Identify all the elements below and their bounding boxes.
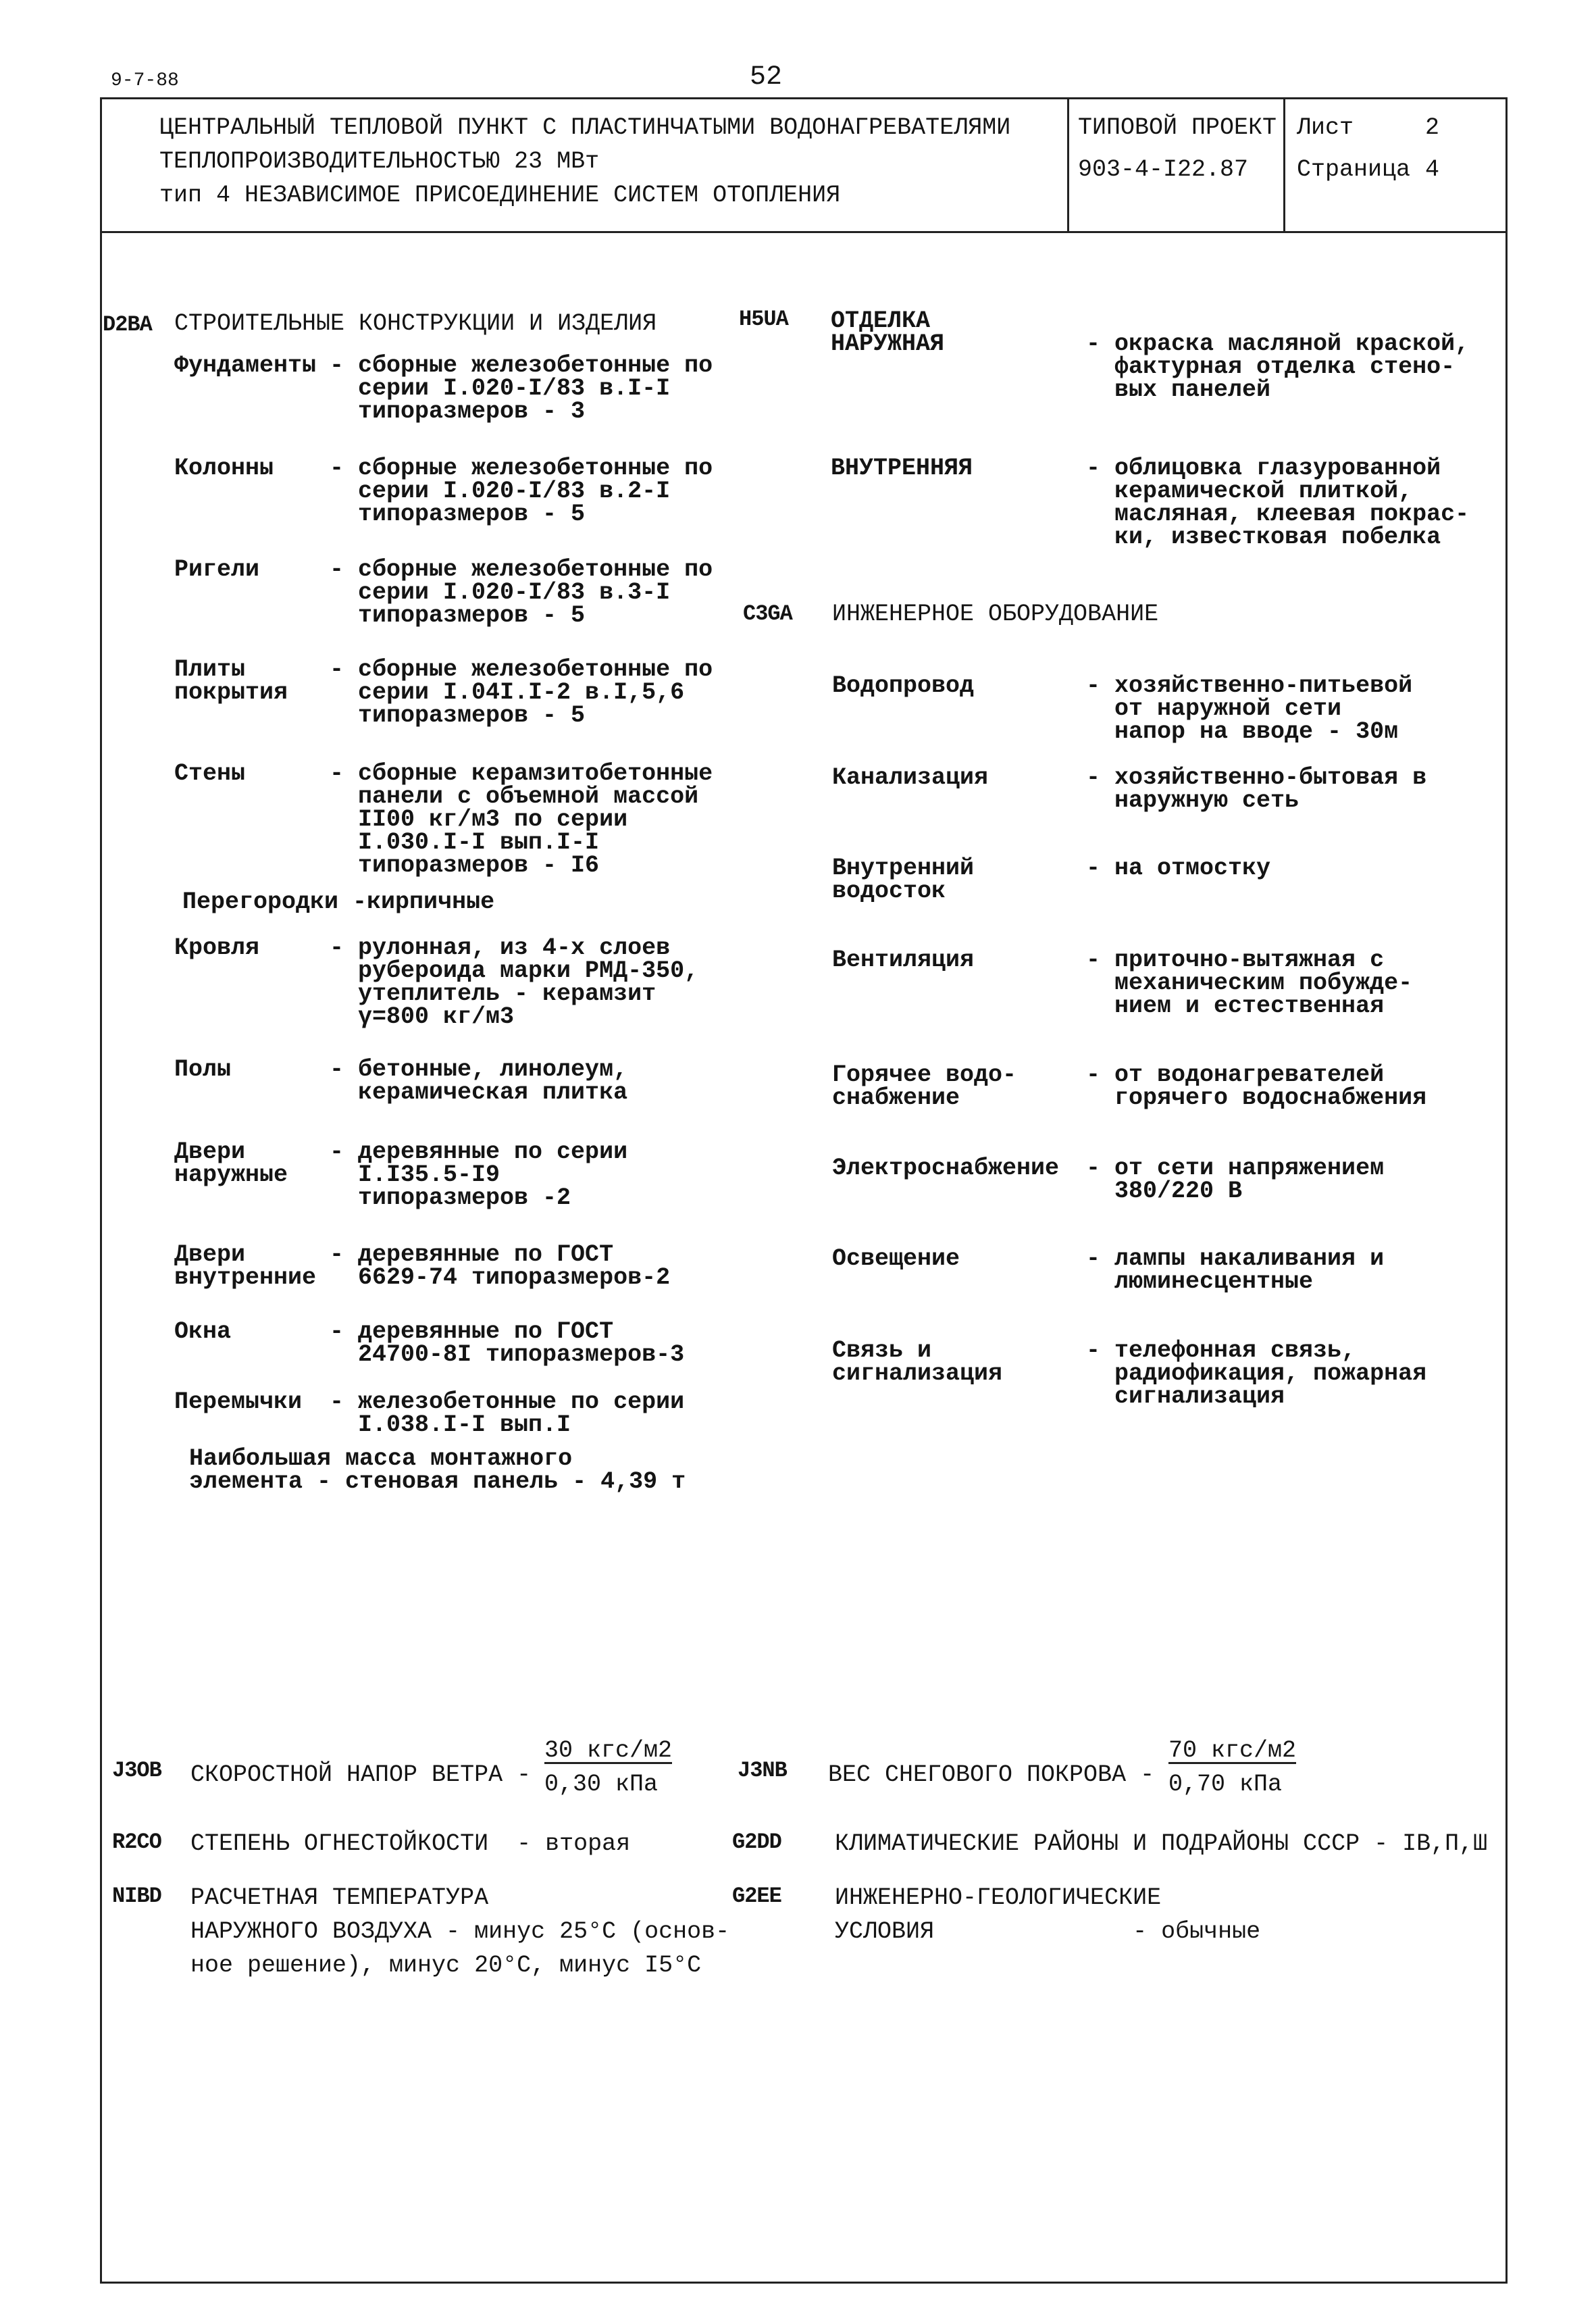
construction-item-value-line: утеплитель - керамзит: [330, 980, 657, 1007]
construction-item-value-line: панели с объемной массой: [330, 783, 699, 810]
construction-item-value-line: типоразмеров - 3: [330, 398, 586, 425]
section-code-d2ba: D2BA: [103, 312, 152, 337]
construction-item-value-line: - сборные железобетонные по: [330, 352, 713, 379]
finish-inner-line-4: ки, известковая побелка: [1086, 524, 1441, 551]
construction-item-value-line: 24700-8I типоразмеров-3: [330, 1341, 685, 1368]
finish-outer-line-1: - окраска масляной краской,: [1086, 330, 1470, 357]
design-temperature: [190, 1886, 729, 1988]
construction-item-value: [330, 658, 713, 727]
header-col-divider-2: [1283, 97, 1285, 232]
engineering-item-label: [832, 674, 974, 697]
engineering-item-label-line: сигнализация: [832, 1360, 1003, 1387]
wind-value-bottom: 0,30 кПа: [544, 1771, 659, 1798]
construction-item-label-line: Плиты: [174, 656, 246, 683]
construction-item-label-line: Полы: [174, 1056, 232, 1083]
construction-item-label: [174, 1243, 316, 1289]
page-value: 4: [1425, 156, 1440, 183]
construction-item-value-line: - железобетонные по серии: [330, 1388, 685, 1415]
construction-item-value-line: - рулонная, из 4-х слоев: [330, 934, 671, 961]
header-title-line-1: ЦЕНТРАЛЬНЫЙ ТЕПЛОВОЙ ПУНКТ С ПЛАСТИНЧАТЫМИ ВОДОНАГРЕВАТЕЛЯМИ: [159, 114, 1011, 141]
engineering-item-value: [1086, 766, 1426, 812]
engineering-item-value-line: - хозяйственно-питьевой: [1086, 672, 1413, 699]
engineering-item-label-line: Освещение: [832, 1245, 960, 1272]
construction-item-label: [174, 1320, 231, 1343]
construction-item-value: [330, 1320, 684, 1366]
engineering-item-value-line: напор на вводе - 30м: [1086, 718, 1399, 745]
engineering-item-value-line: горячего водоснабжения: [1086, 1084, 1427, 1111]
max-mass-line-2: элемента - стеновая панель - 4,39 т: [189, 1468, 686, 1495]
engineering-item-value-line: радиофикация, пожарная: [1086, 1360, 1427, 1387]
section-code-c3ga: C3GA: [743, 601, 792, 626]
engineering-item-value-line: - телефонная связь,: [1086, 1337, 1356, 1364]
construction-item-value: [330, 558, 713, 627]
engineering-item-value: [1086, 1063, 1426, 1109]
construction-item-value-line: серии I.020-I/83 в.3-I: [330, 579, 671, 606]
project-number: 903-4-I22.87: [1078, 156, 1249, 183]
sheet-label: Лист: [1297, 114, 1354, 141]
engineering-item-value-line: - от сети напряжением: [1086, 1155, 1385, 1182]
engineering-item-value-line: - приточно-вытяжная с: [1086, 947, 1385, 974]
engineering-item-value-line: механическим побужде-: [1086, 970, 1413, 997]
engineering-item-label-line: Вентиляция: [832, 947, 975, 974]
construction-item-label-line: Окна: [174, 1318, 232, 1345]
engineering-item-label: [832, 766, 988, 789]
construction-item-value-line: - сборные железобетонные по: [330, 455, 713, 482]
construction-item-value: [330, 354, 713, 423]
engineering-item-label: [832, 1063, 1016, 1109]
climate-regions: КЛИМАТИЧЕСКИЕ РАЙОНЫ И ПОДРАЙОНЫ СССР - IВ,П,Ш: [835, 1830, 1488, 1857]
construction-item-label: [174, 1390, 302, 1413]
fire-resistance: СТЕПЕНЬ ОГНЕСТОЙКОСТИ - вторая: [190, 1830, 631, 1857]
construction-item-value-line: типоразмеров -2: [330, 1184, 571, 1211]
engineering-item-label-line: Канализация: [832, 764, 989, 791]
section-heading-construction: СТРОИТЕЛЬНЫЕ КОНСТРУКЦИИ И ИЗДЕЛИЯ: [174, 310, 657, 337]
section-code-r2co: R2CO: [112, 1830, 161, 1855]
section-heading-engineering: ИНЖЕНЕРНОЕ ОБОРУДОВАНИЕ: [832, 601, 1159, 628]
engineering-item-label: [832, 1157, 1059, 1180]
header-title-line-3: тип 4 НЕЗАВИСИМОЕ ПРИСОЕДИНЕНИЕ СИСТЕМ ОТОПЛЕНИЯ: [159, 182, 841, 209]
engineering-item-value-line: от наружной сети: [1086, 695, 1342, 722]
engineering-item-value-line: нием и естественная: [1086, 992, 1385, 1020]
construction-item-label: [174, 354, 316, 377]
section-code-j3ob: J3OB: [112, 1758, 161, 1783]
construction-item-label-line: Кровля: [174, 934, 260, 961]
construction-item-value-line: - сборные железобетонные по: [330, 656, 713, 683]
snow-label: ВЕС СНЕГОВОГО ПОКРОВА -: [828, 1761, 1155, 1788]
construction-item-value-line: типоразмеров - 5: [330, 702, 586, 729]
finish-inner-value: [1086, 457, 1469, 549]
finish-heading-line-2: НАРУЖНАЯ: [831, 330, 945, 357]
engineering-item-label-line: Водопровод: [832, 672, 975, 699]
construction-item-value-line: II00 кг/м3 по серии: [330, 806, 628, 833]
engineering-item-value-line: люминесцентные: [1086, 1268, 1314, 1295]
engineering-item-value-line: - лампы накаливания и: [1086, 1245, 1385, 1272]
construction-item-label: [174, 558, 259, 581]
construction-item-label-line: Колонны: [174, 455, 274, 482]
construction-item-label-line: покрытия: [174, 679, 288, 706]
engineering-item-label-line: снабжение: [832, 1084, 960, 1111]
engineering-item-label: [832, 857, 974, 903]
construction-item-label: [174, 762, 245, 785]
construction-item-value-line: I.030.I-I вып.I-I: [330, 829, 600, 856]
engineering-item-value: [1086, 857, 1270, 880]
construction-item-label-line: Двери: [174, 1241, 246, 1268]
construction-item-label-line: Стены: [174, 760, 246, 787]
finish-heading-line-1: ОТДЕЛКА: [831, 307, 931, 334]
construction-item-value: [330, 1140, 627, 1209]
construction-item-label: [174, 457, 274, 480]
construction-item-value-line: - бетонные, линолеум,: [330, 1056, 628, 1083]
section-code-nibd: NIBD: [112, 1884, 161, 1909]
construction-item-value: [330, 1243, 670, 1289]
page-label: Страница: [1297, 156, 1411, 183]
engineering-item-value-line: 380/220 В: [1086, 1178, 1243, 1205]
engineering-item-label: [832, 1247, 960, 1270]
engineering-item-value: [1086, 1157, 1384, 1203]
construction-item-value-line: - деревянные по ГОСТ: [330, 1241, 614, 1268]
page-number: 52: [750, 62, 783, 93]
construction-item-value: [330, 936, 698, 1028]
geological-conditions: [835, 1886, 1260, 1954]
construction-item-value-line: типоразмеров - I6: [330, 852, 600, 879]
construction-item-value: [330, 1390, 684, 1436]
construction-item-value-line: керамическая плитка: [330, 1079, 628, 1106]
engineering-item-value-line: - хозяйственно-бытовая в: [1086, 764, 1427, 791]
construction-item-value-line: γ=800 кг/м3: [330, 1003, 515, 1030]
snow-value-bottom: 0,70 кПа: [1168, 1771, 1283, 1798]
engineering-item-value: [1086, 674, 1412, 743]
construction-item-label: [174, 1058, 231, 1081]
engineering-item-value: [1086, 1339, 1426, 1408]
construction-item-value: [330, 1058, 627, 1104]
construction-item-value-line: - сборные железобетонные по: [330, 556, 713, 583]
finish-heading: [831, 309, 944, 355]
section-code-h5ua: H5UA: [739, 307, 788, 332]
finish-outer-line-3: вых панелей: [1086, 376, 1271, 403]
engineering-item-label-line: Внутренний: [832, 855, 975, 882]
engineering-item-value-line: наружную сеть: [1086, 787, 1299, 814]
section-code-g2dd: G2DD: [732, 1830, 781, 1855]
engineering-item-value: [1086, 1247, 1384, 1293]
max-mass-line-1: Наибольшая масса монтажного: [189, 1445, 573, 1472]
construction-item-value-line: - деревянные по ГОСТ: [330, 1318, 614, 1345]
header-col-divider-1: [1067, 97, 1069, 232]
finish-inner-line-1: - облицовка глазурованной: [1086, 455, 1441, 482]
wind-value-top: 30 кгс/м2: [544, 1737, 673, 1764]
engineering-item-label-line: Электроснабжение: [832, 1155, 1060, 1182]
max-mass-note: [189, 1447, 686, 1493]
construction-item-value: [330, 762, 713, 877]
engineering-item-label-line: водосток: [832, 878, 946, 905]
section-code-j3nb: J3NB: [738, 1758, 787, 1783]
header-divider: [100, 231, 1505, 233]
construction-item-label-line: Двери: [174, 1138, 246, 1165]
construction-item-value-line: серии I.04I.I-2 в.I,5,6: [330, 679, 685, 706]
temp-line-1: РАСЧЕТНАЯ ТЕМПЕРАТУРА: [190, 1884, 489, 1911]
construction-item-label: [174, 658, 288, 704]
construction-item-value-line: серии I.020-I/83 в.2-I: [330, 478, 671, 505]
snow-value-top: 70 кгс/м2: [1168, 1737, 1297, 1764]
engineering-item-label: [832, 949, 974, 972]
finish-inner-label: ВНУТРЕННЯЯ: [831, 455, 973, 482]
construction-item-label-line: Перемычки: [174, 1388, 303, 1415]
construction-item-label: [174, 936, 259, 959]
construction-item-label-line: внутренние: [174, 1264, 317, 1291]
construction-item-label-line: Ригели: [174, 556, 260, 583]
project-label: ТИПОВОЙ ПРОЕКТ: [1078, 114, 1277, 141]
engineering-item-value-line: сигнализация: [1086, 1383, 1285, 1410]
construction-item-label-line: Фундаменты: [174, 352, 317, 379]
finish-inner-line-3: масляная, клеевая покрас-: [1086, 501, 1470, 528]
construction-item-value-line: I.038.I-I вып.I: [330, 1411, 571, 1438]
wind-label: СКОРОСТНОЙ НАПОР ВЕТРА -: [190, 1761, 532, 1788]
date-code: 9-7-88: [111, 70, 179, 91]
engineering-item-value-line: - на отмостку: [1086, 855, 1271, 882]
construction-item-value: [330, 457, 713, 526]
engineering-item-value-line: - от водонагревателей: [1086, 1061, 1385, 1088]
construction-item-value-line: типоразмеров - 5: [330, 602, 586, 629]
geo-line-2: УСЛОВИЯ - обычные: [835, 1918, 1261, 1945]
engineering-item-value: [1086, 947, 1413, 1020]
finish-inner-line-2: керамической плиткой,: [1086, 478, 1413, 505]
engineering-item-label-line: Связь и: [832, 1337, 932, 1364]
header-title-line-2: ТЕПЛОПРОИЗВОДИТЕЛЬНОСТЬЮ 23 МВт: [159, 148, 600, 175]
geo-line-1: ИНЖЕНЕРНО-ГЕОЛОГИЧЕСКИЕ: [835, 1884, 1162, 1911]
construction-item-value-line: - сборные керамзитобетонные: [330, 760, 713, 787]
finish-outer-line-2: фактурная отделка стено-: [1086, 353, 1456, 380]
section-code-g2ee: G2EE: [732, 1884, 781, 1909]
engineering-item-label-line: Горячее водо-: [832, 1061, 1017, 1088]
header-title: [159, 116, 1010, 218]
temp-line-2: НАРУЖНОГО ВОЗДУХА - минус 25°С (основ-: [190, 1918, 730, 1945]
construction-item-value-line: рубероида марки РМД-350,: [330, 957, 699, 984]
construction-item-value-line: - деревянные по серии: [330, 1138, 628, 1165]
construction-item-value-line: серии I.020-I/83 в.I-I: [330, 375, 671, 402]
construction-item-value-line: 6629-74 типоразмеров-2: [330, 1264, 671, 1291]
temp-line-3: ное решение), минус 20°С, минус I5°С: [190, 1952, 702, 1979]
construction-item-label: [174, 1140, 288, 1186]
partitions-text: Перегородки -кирпичные: [182, 888, 495, 915]
construction-item-label-line: наружные: [174, 1161, 288, 1188]
sheet-value: 2: [1425, 114, 1440, 141]
finish-outer-value: [1086, 332, 1469, 401]
engineering-item-label: [832, 1339, 1002, 1385]
construction-item-value-line: I.I35.5-I9: [330, 1161, 500, 1188]
construction-item-value-line: типоразмеров - 5: [330, 501, 586, 528]
